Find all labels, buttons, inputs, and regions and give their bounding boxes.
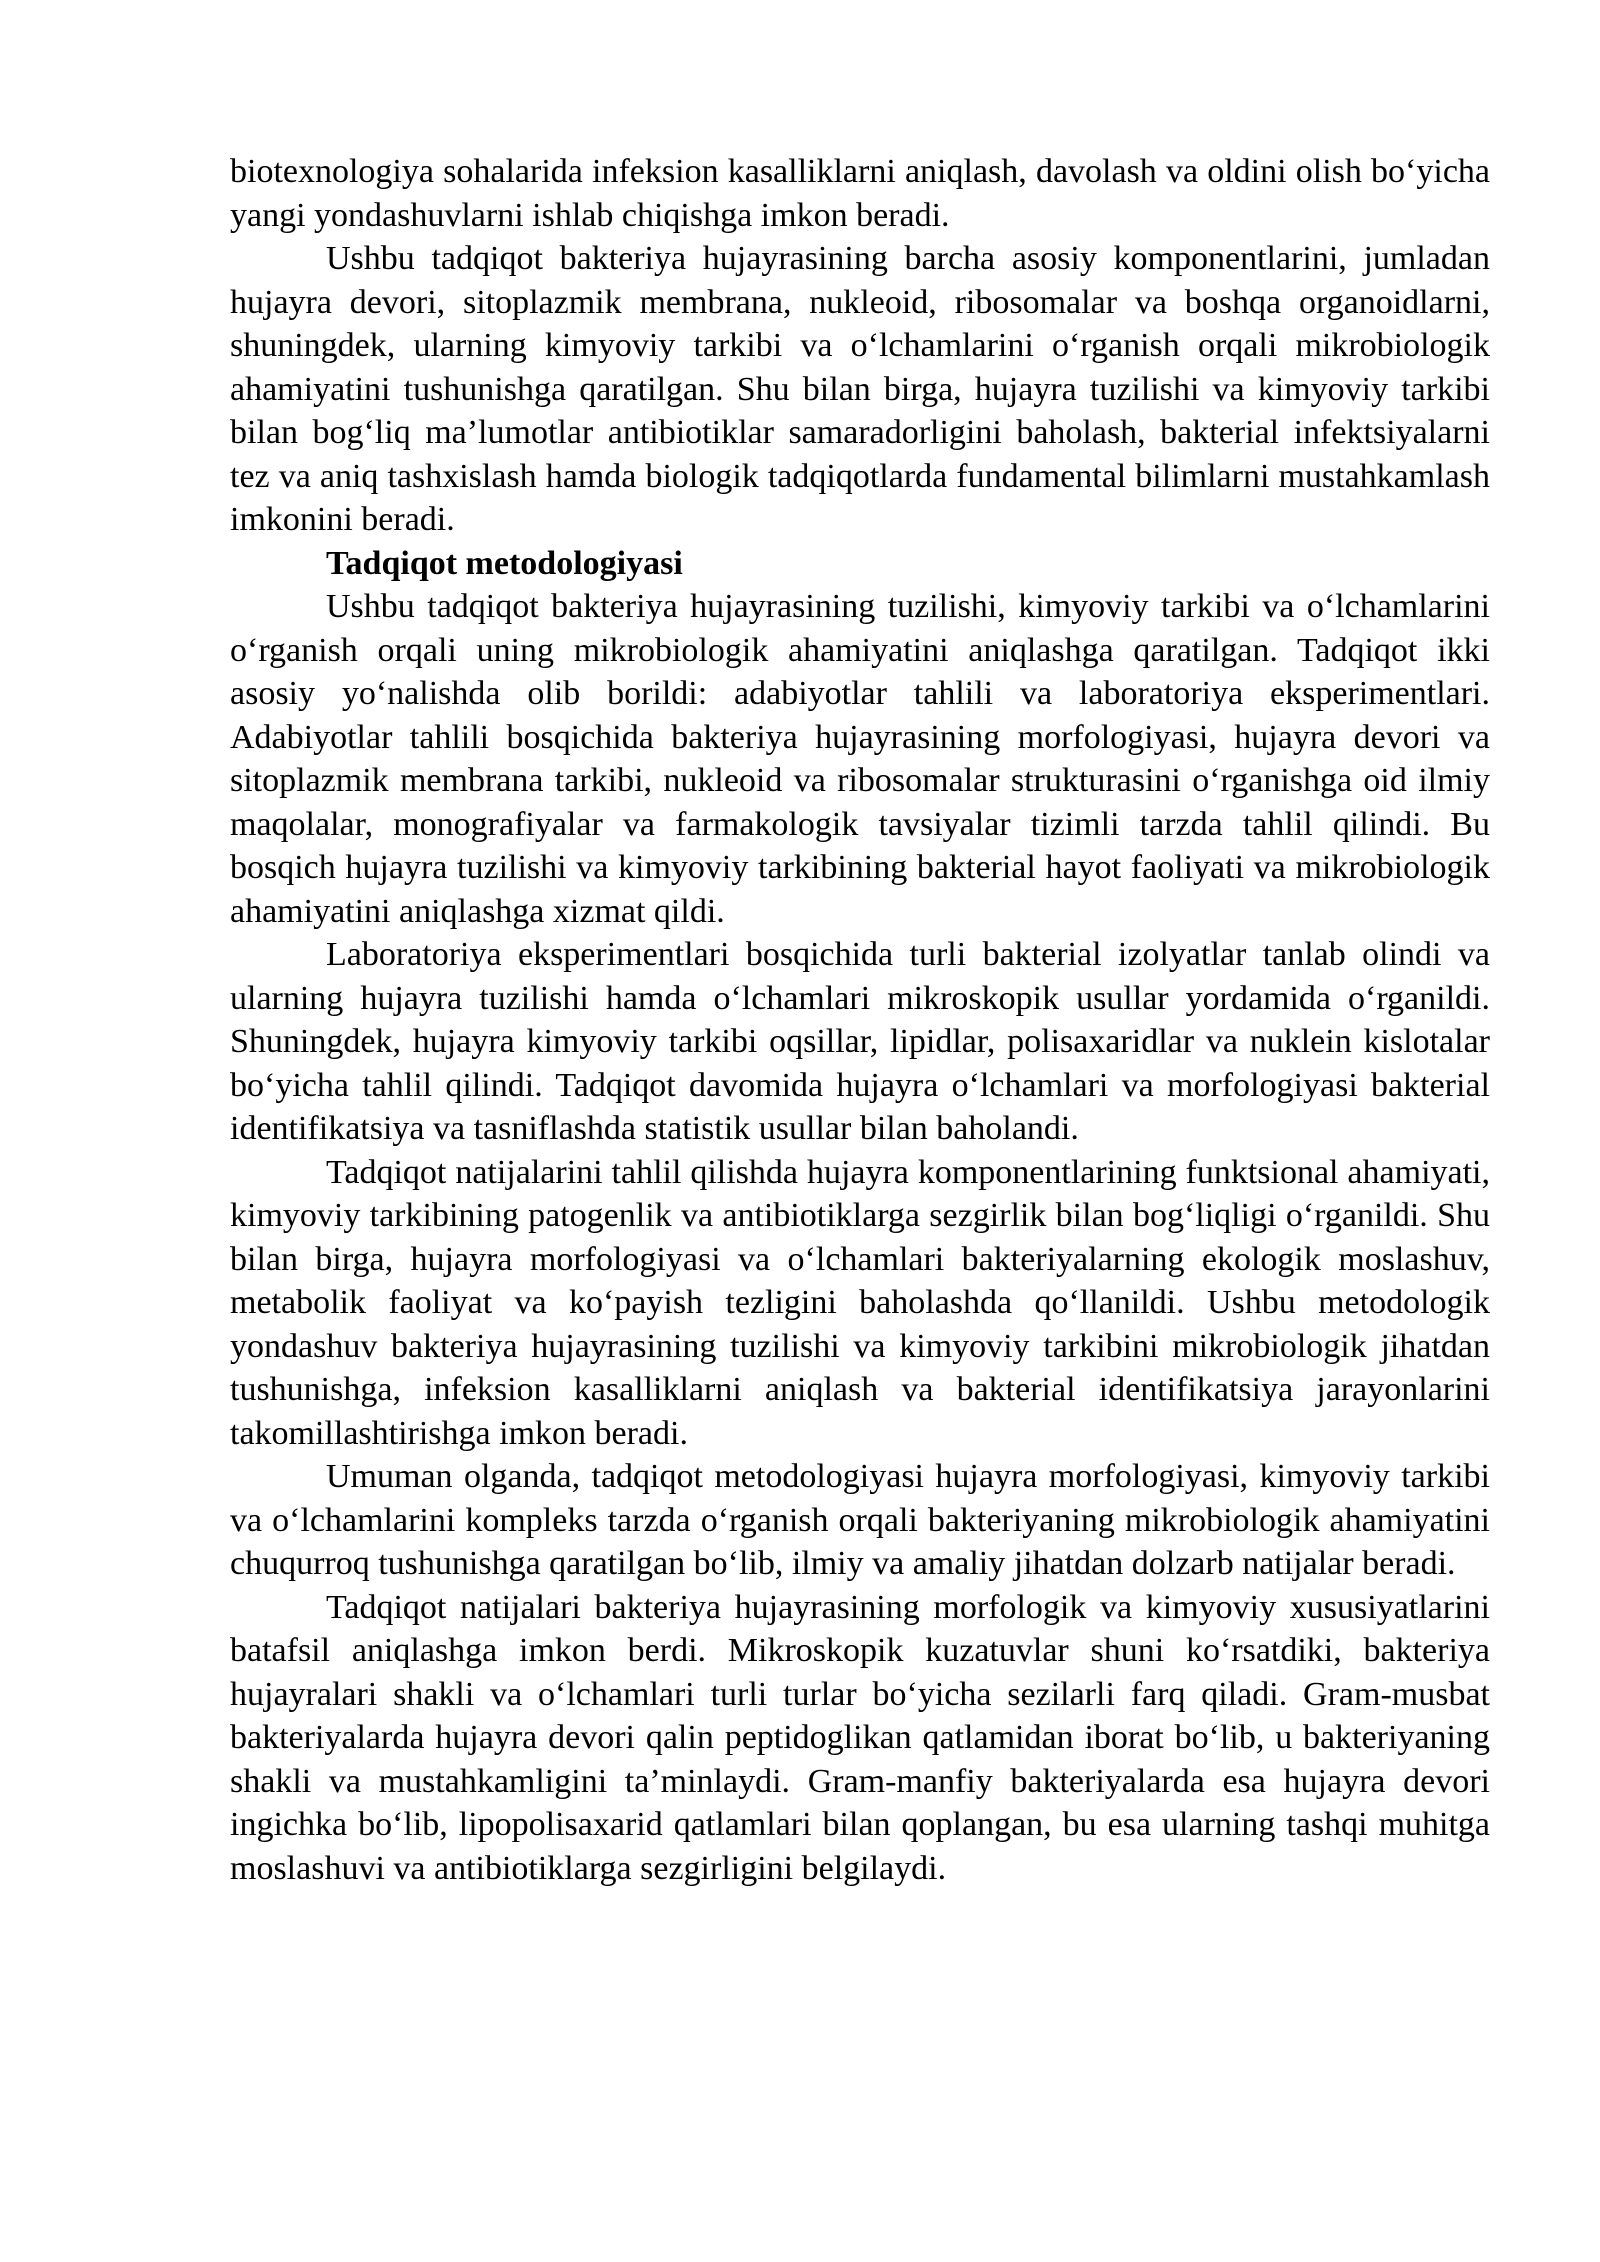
paragraph-laboratory-experiments: Laboratoriya eksperimentlari bosqichida turli bakterial izolyatlar tanlab olindi va ularning hujayra tuzilishi hamda o‘lchamlari mikroskopik usullar yordamida o‘rganildi. Shuningdek, hujayra kimyoviy tarkibi oqsillar, lipidlar, polisaxaridlar va nuklein kislotalar bo‘yicha tahlil qilindi. Tadqiqot davomida hujayra o‘lchamlari va morfologiyasi bakterial identifikatsiya va tasniflashda statistik usullar bilan baholandi.: [230, 936, 1490, 1147]
paragraph-methodology-overview: Ushbu tadqiqot bakteriya hujayrasining tuzilishi, kimyoviy tarkibi va o‘lchamlarini o‘rganish orqali uning mikrobiologik ahamiyatini aniqlashga qaratilgan. Tadqiqot ikki asosiy yo‘nalishda olib borildi: adabiyotlar tahlili va laboratoriya eksperimentlari. Adabiyotlar tahlili bosqichida bakteriya hujayrasining morfologiyasi, hujayra devori va sitoplazmik membrana tarkibi, nukleoid va ribosomalar strukturasini o‘rganishga oid ilmiy maqolalar, monografiyalar va farmakologik tavsiyalar tizimli tarzda tahlil qilindi. Bu bosqich hujayra tuzilishi va kimyoviy tarkibining bakterial hayot faoliyati va mikrobiologik ahamiyatini aniqlashga xizmat qildi.: [230, 588, 1490, 930]
paragraph-summary: Umuman olganda, tadqiqot metodologiyasi hujayra morfologiyasi, kimyoviy tarkibi va o‘lchamlarini kompleks tarzda o‘rganish orqali bakteriyaning mikrobiologik ahamiyatini chuqurroq tushunishga qaratilgan bo‘lib, ilmiy va amaliy jihatdan dolzarb natijalar beradi.: [230, 1458, 1490, 1582]
paragraph-results: Tadqiqot natijalari bakteriya hujayrasining morfologik va kimyoviy xususiyatlarini batafsil aniqlashga imkon berdi. Mikroskopik kuzatuvlar shuni ko‘rsatdiki, bakteriya hujayralari shakli va o‘lchamlari turli turlar bo‘yicha sezilarli farq qiladi. Gram-musbat bakteriyalarda hujayra devori qalin peptidoglikan qatlamidan iborat bo‘lib, u bakteriyaning shakli va mustahkamligini ta’minlaydi. Gram-manfiy bakteriyalarda esa hujayra devori ingichka bo‘lib, lipopolisaxarid qatlamlari bilan qoplangan, bu esa ularning tashqi muhitga moslashuvi va antibiotiklarga sezgirligini belgilaydi.: [230, 1588, 1490, 1887]
document-page: [230, 150, 1490, 1890]
paragraph-continuation: biotexnologiya sohalarida infeksion kasalliklarni aniqlash, davolash va oldini olish bo‘yicha yangi yondashuvlarni ishlab chiqishga imkon beradi.: [230, 153, 1490, 234]
section-heading-methodology: Tadqiqot metodologiyasi: [326, 544, 683, 582]
paragraph-results-analysis: Tadqiqot natijalarini tahlil qilishda hujayra komponentlarining funktsional ahamiyati, kimyoviy tarkibining patogenlik va antibiotiklarga sezgirlik bilan bog‘liqligi o‘rganildi. Shu bilan birga, hujayra morfologiyasi va o‘lchamlari bakteriyalarning ekologik moslashuv, metabolik faoliyat va ko‘payish tezligini baholashda qo‘llanildi. Ushbu metodologik yondashuv bakteriya hujayrasining tuzilishi va kimyoviy tarkibini mikrobiologik jihatdan tushunishga, infeksion kasalliklarni aniqlash va bakterial identifikatsiya jarayonlarini takomillashtirishga imkon beradi.: [230, 1153, 1490, 1452]
paragraph-research-aim: Ushbu tadqiqot bakteriya hujayrasining barcha asosiy komponentlarini, jumladan hujayra devori, sitoplazmik membrana, nukleoid, ribosomalar va boshqa organoidlarni, shuningdek, ularning kimyoviy tarkibi va o‘lchamlarini o‘rganish orqali mikrobiologik ahamiyatini tushunishga qaratilgan. Shu bilan birga, hujayra tuzilishi va kimyoviy tarkibi bilan bog‘liq ma’lumotlar antibiotiklar samaradorligini baholash, bakterial infektsiyalarni tez va aniq tashxislash hamda biologik tadqiqotlarda fundamental bilimlarni mustahkamlash imkonini beradi.: [230, 240, 1490, 538]
